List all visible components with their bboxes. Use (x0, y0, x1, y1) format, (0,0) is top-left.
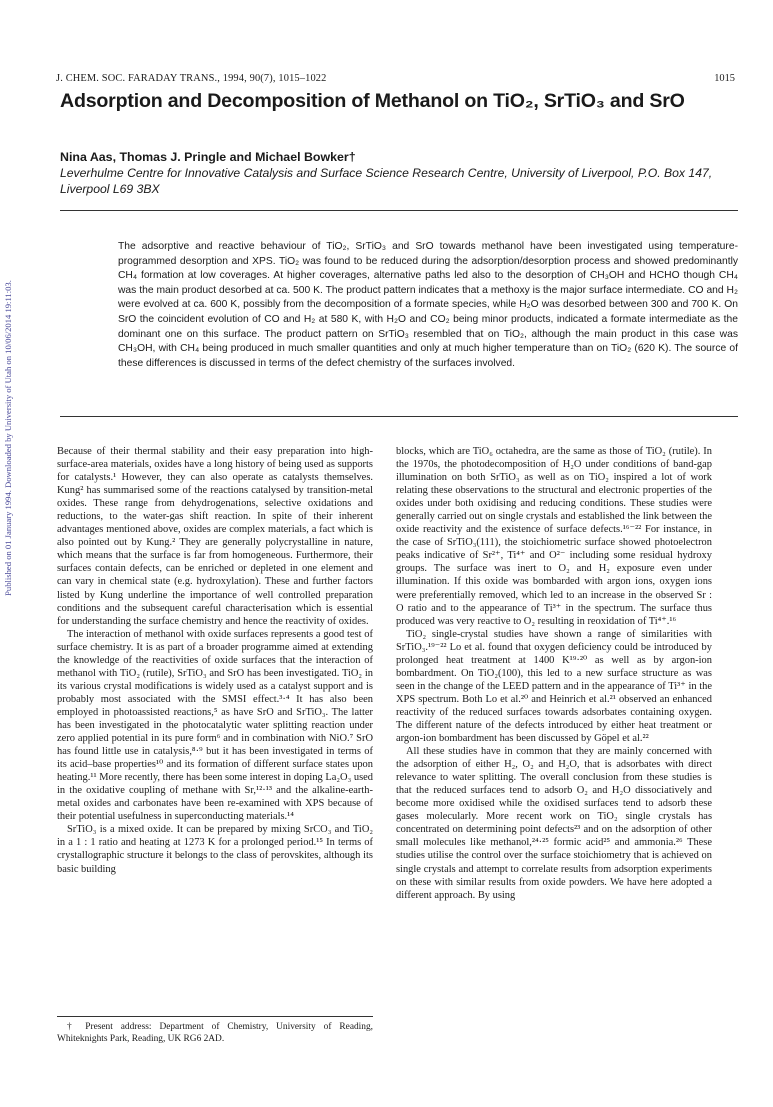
abstract-bottom-rule (60, 416, 738, 417)
paragraph: blocks, which are TiO₆ octahedra, are the same as those of TiO₂ (rutile). In the 1970s, the photodecomposition of H₂O under conditions of band-gap illumination on both SrTiO₃ as well as on TiO₂ inspired a lot of work relating these observations to the structural and electronic properties of the oxides under both oxidising and reducing conditions. These studies were generally carried out on single crystals and established the link between the oxide reactivity and the existence of surface defects.¹⁶⁻²² For instance, in the case of SrTiO₃(111), the stoichiometric surface showed photoelectron peaks indicative of Sr²⁺, Ti⁴⁺ and O²⁻ including some residual hydroxy groups. The surface was inert to O₂ and H₂ exposure even under illumination. If this oxide was bombarded with argon ions, oxygen ions were preferentially removed, which led to an increase in the observed Sr : O ratio and to the appearance of Ti³⁺ in the spectrum. The surface thus produced was very reactive to O₂ resulting in reoxidation of Ti⁴⁺.¹⁶ (396, 446, 712, 627)
article-title: Adsorption and Decomposition of Methanol on TiO₂, SrTiO₃ and SrO (60, 90, 685, 112)
page-number: 1015 (714, 73, 735, 84)
paragraph: TiO₂ single-crystal studies have shown a range of similarities with SrTiO₃.¹⁹⁻²² Lo et al. found that oxygen deficiency could be introduced by prolonged heat treatment at 1400 K¹⁹·²⁰ as well as by argon-ion bombardment. On TiO₂(100), this led to a new surface structure as was seen in the change of the LEED pattern and in the appearance of Ti³⁺ in the XPS spectrum. Both Lo et al.²⁰ and Heinrich et al.²¹ observed an enhanced reactivity of the reduced surfaces towards adsorbates containing oxygen. The different nature of the defects introduced by either heat treatment or argon-ion bombardment has been discussed by Göpel et al.²² (396, 628, 712, 745)
footnote: † Present address: Department of Chemistry, University of Reading, Whiteknights Park, Reading, UK RG6 2AD. (57, 1022, 373, 1044)
footnote-rule (57, 1016, 373, 1017)
paragraph: Because of their thermal stability and their easy preparation into high-surface-area materials, oxides have a long history of being used as supports for catalysts.¹ However, they can also operate as catalysts themselves. Kung² has summarised some of the reactions catalysed by transition-metal oxides. These range from dehydrogenations, selective oxidations and reductions, to the water-gas shift reaction. In spite of their inherent advantages mentioned above, oxides are complex materials, a fact which is also pointed out by Kung.² They are generally polycrystalline in nature, which means that the surface is far from homogeneous. Furthermore, their surfaces contain defects, can be enriched or depleted in one element and can vary in chemical state (e.g. hydroxylation). These and further factors listed by Kung underline the importance of well controlled preparation conditions and the subsequent careful characterisation which is essential for understanding the surface chemistry and hence the reactivity of oxides. (57, 446, 373, 627)
left-column (57, 445, 373, 876)
author-list: Nina Aas, Thomas J. Pringle and Michael Bowker† (60, 150, 356, 164)
paragraph: All these studies have in common that they are mainly concerned with the adsorption of either H₂, O₂ and H₂O, that is adsorbates with direct relevance to water splitting. The overall conclusion from these studies is that the reduced surfaces tend to adsorb O₂ and H₂O dissociatively and become more oxidised while the oxidised surfaces tend to adsorb these gases molecularly. More recent work on TiO₂ single crystals has concentrated on determining point defects²³ and on the adsorption of other small molecules like methanol,²⁴·²⁵ formic acid²⁵ and ammonia.²⁶ These studies utilise the control over the surface stoichiometry that is achieved on single crystals and attempt to correlate results from adsorption experiments on these with similar results from oxide powders. We have here adopted a different approach. By using (396, 746, 712, 901)
paragraph: The interaction of methanol with oxide surfaces represents a good test of surface chemistry. It is as part of a broader programme aimed at extending the knowledge of the reactivities of oxide surfaces that the interaction of methanol with TiO₂ (rutile), SrTiO₃ and SrO has been investigated. TiO₂ in its various crystal modifications is widely used as a catalyst support and is probably most associated with the SMSI effect.³·⁴ It has also been employed in photoassisted reactions,⁵ as have SrO and SrTiO₃. The latter has been investigated in the photocatalytic water splitting reaction under zero applied potential in its pure form⁶ and in combination with NiO.⁷ SrO has found little use in catalysis,⁸·⁹ but it has been investigated in terms of its acid–base properties¹⁰ and its formation of different surface states upon heating.¹¹ More recently, there has been some interest in doping La₂O₃ used in the oxidative coupling of methane with Sr,¹²·¹³ and the alkaline-earth-metal oxides and carbonates have been re-examined with XPS because of their potential usefulness in superconducting materials.¹⁴ (57, 628, 373, 823)
download-stamp: Published on 01 January 1994. Downloaded by University of Utah on 10/06/2014 19:11:03. (3, 280, 13, 596)
abstract-top-rule (60, 210, 738, 211)
paragraph: SrTiO₃ is a mixed oxide. It can be prepared by mixing SrCO₃ and TiO₂ in a 1 : 1 ratio and heating at 1273 K for a prolonged period.¹⁵ In terms of crystallographic structure it belongs to the class of perovskites, although its basic building (57, 824, 373, 875)
right-column (396, 445, 712, 902)
abstract: The adsorptive and reactive behaviour of TiO₂, SrTiO₃ and SrO towards methanol have been investigated using temperature-programmed desorption and XPS. TiO₂ was found to be reduced during the adsorption/desorption process and showed predominantly CH₄ formation at low coverages. At higher coverages, alternative paths led also to the desorption of CH₃OH and HCHO though CH₄ was the main product desorbed at ca. 500 K. The product pattern indicates that a methoxy is the major surface intermediate. CO and H₂ were evolved at ca. 600 K, possibly from the decomposition of a formate species, while H₂O was desorbed between 300 and 700 K. On SrO the coincident evolution of CO and H₂ at 580 K, with H₂O and CO₂ being minor products, indicated a formate intermediate as the dominant one on this surface. The product pattern on SrTiO₃ resembled that on TiO₂, although the main product in this case was CH₃OH, with CH₄ being produced in much smaller quantities and only at much higher temperature than on TiO₂ (620 K). The source of these differences is discussed in terms of the defect chemistry of the surfaces involved. (118, 241, 738, 369)
affiliation: Leverhulme Centre for Innovative Catalysis and Surface Science Research Centre, University of Liverpool, P.O. Box 147, Liverpool L69 3BX (60, 166, 713, 196)
running-head: J. CHEM. SOC. FARADAY TRANS., 1994, 90(7), 1015–1022 (56, 73, 327, 84)
